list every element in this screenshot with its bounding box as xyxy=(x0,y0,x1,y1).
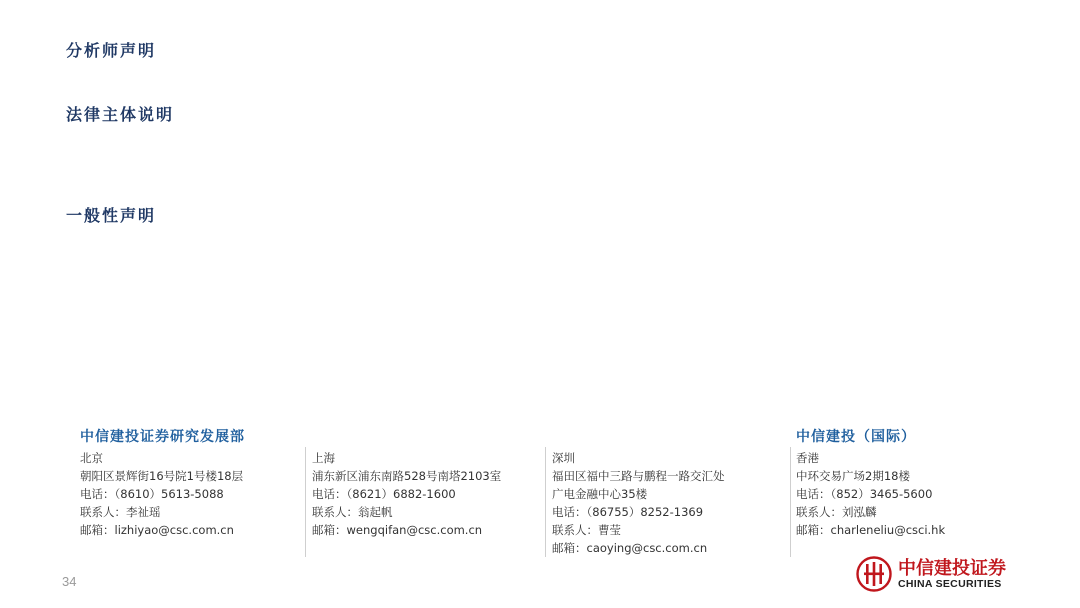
logo-english-name: CHINA SECURITIES xyxy=(898,578,1002,590)
office-phone: 电话：（8621）6882-1600 xyxy=(312,487,456,501)
research-department-title: 中信建投证券研究发展部 xyxy=(80,429,245,445)
office-email: 邮箱：lizhiyao@csc.com.cn xyxy=(80,523,234,537)
office-contact: 联系人：翁起帆 xyxy=(312,505,393,519)
office-city: 北京 xyxy=(80,451,103,465)
general-statement-heading: 一般性声明 xyxy=(66,206,157,225)
office-address: 福田区福中三路与鹏程一路交汇处 xyxy=(552,469,725,483)
legal-entity-heading: 法律主体说明 xyxy=(66,105,175,124)
analyst-statement-heading: 分析师声明 xyxy=(66,41,157,60)
beijing-office xyxy=(80,449,300,539)
china-securities-logo-mark-icon xyxy=(856,556,892,592)
office-contact: 联系人：刘泓麟 xyxy=(796,505,877,519)
office-phone: 电话：（86755）8252-1369 xyxy=(552,505,704,519)
office-phone: 电话：（8610）5613-5088 xyxy=(80,487,224,501)
office-address: 浦东新区浦东南路528号南塔2103室 xyxy=(312,469,502,483)
shenzhen-office xyxy=(552,449,788,557)
office-email: 邮箱：charleneliu@csci.hk xyxy=(796,523,946,537)
logo-chinese-name: 中信建投证券 xyxy=(898,558,1006,579)
shanghai-office xyxy=(312,449,540,539)
column-divider xyxy=(790,447,791,557)
office-city: 香港 xyxy=(796,451,819,465)
office-address: 朝阳区景辉街16号院1号楼18层 xyxy=(80,469,244,483)
international-title: 中信建投（国际） xyxy=(796,429,916,445)
office-city: 上海 xyxy=(312,451,335,465)
office-address: 中环交易广场2期18楼 xyxy=(796,469,910,483)
office-email: 邮箱：wengqifan@csc.com.cn xyxy=(312,523,483,537)
page-number: 34 xyxy=(62,574,77,589)
office-contact: 联系人：曹莹 xyxy=(552,523,621,537)
column-divider xyxy=(305,447,306,557)
office-address: 广电金融中心35楼 xyxy=(552,487,648,501)
office-contact: 联系人：李祉瑶 xyxy=(80,505,161,519)
column-divider xyxy=(545,447,546,557)
office-phone: 电话：（852）3465-5600 xyxy=(796,487,933,501)
office-city: 深圳 xyxy=(552,451,575,465)
hongkong-office xyxy=(796,449,1026,539)
china-securities-logo xyxy=(856,552,1036,596)
office-email: 邮箱：caoying@csc.com.cn xyxy=(552,541,708,555)
